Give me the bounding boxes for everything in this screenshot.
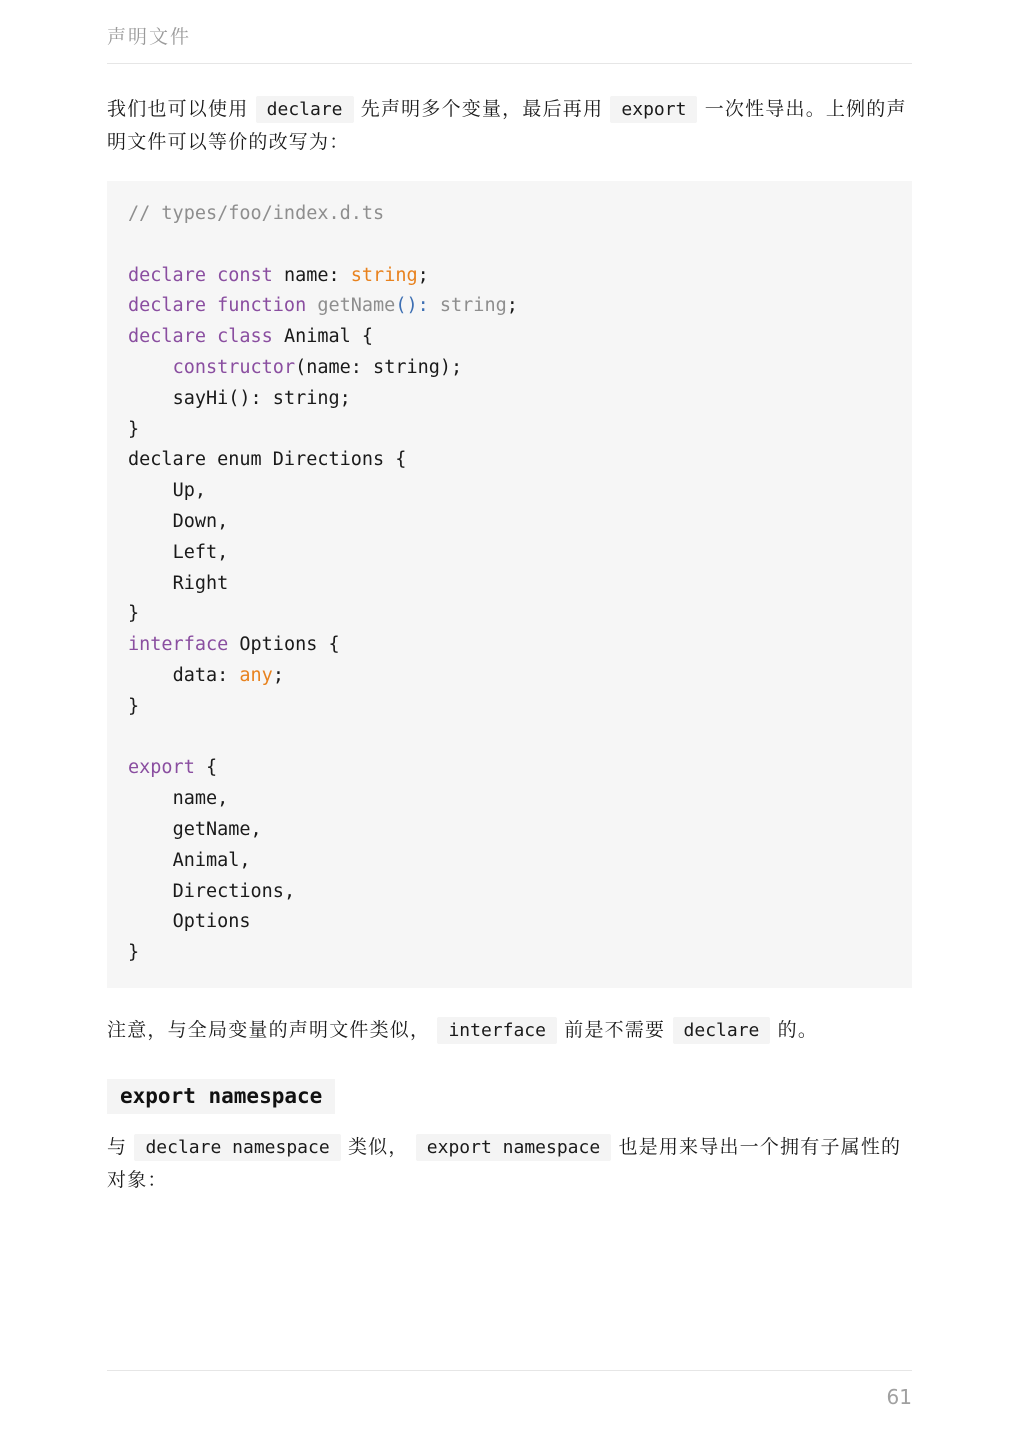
- code-text: Left,: [172, 541, 229, 563]
- code-text: Options {: [228, 634, 340, 656]
- code-text: (name: string);: [295, 356, 463, 378]
- code-text: sayHi(): string;: [172, 387, 351, 409]
- code-text: Right: [172, 572, 229, 594]
- code-text: }: [128, 603, 140, 625]
- code-text: {: [194, 757, 218, 779]
- code-params: ():: [395, 295, 429, 317]
- page-number: 61: [886, 1385, 912, 1409]
- code-keyword: constructor: [172, 356, 296, 378]
- code-text: name,: [172, 788, 229, 810]
- code-keyword: declare: [128, 295, 206, 317]
- inline-code-declare-namespace: declare namespace: [134, 1134, 340, 1161]
- code-keyword: declare: [128, 264, 206, 286]
- code-block: [107, 181, 912, 988]
- para1-text-2: 先声明多个变量，最后再用: [360, 98, 604, 120]
- code-return-type: string: [428, 295, 507, 317]
- para2-text-1: 注意，与全局变量的声明文件类似，: [107, 1019, 431, 1041]
- code-function-name: getName: [317, 295, 396, 317]
- para1-text-3: 一次性导出。上例的声明文件可以等价的改写为：: [107, 98, 907, 153]
- para2-text-3: 的。: [777, 1019, 819, 1041]
- code-keyword: class: [217, 326, 273, 348]
- inline-code-declare: declare: [673, 1017, 771, 1044]
- code-keyword: declare: [128, 326, 206, 348]
- header-title: 声明文件: [107, 26, 192, 48]
- para2-text-2: 前是不需要: [564, 1019, 666, 1041]
- inline-code-export: export: [610, 96, 697, 123]
- para3-text-2: 类似，: [347, 1136, 409, 1158]
- code-text: Up,: [172, 480, 206, 502]
- code-text: Down,: [172, 510, 229, 532]
- inline-code-export-namespace: export namespace: [416, 1134, 611, 1161]
- paragraph-declare-export: [107, 93, 912, 159]
- paragraph-export-namespace: [107, 1131, 912, 1197]
- inline-code-interface: interface: [437, 1017, 557, 1044]
- code-text: Animal {: [272, 326, 374, 348]
- code-content: [128, 199, 518, 969]
- code-type: any: [239, 664, 273, 686]
- inline-code-declare: declare: [256, 96, 354, 123]
- code-text: ;: [417, 264, 429, 286]
- code-text: name:: [283, 264, 351, 286]
- code-text: declare enum Directions {: [128, 449, 407, 471]
- code-text: ;: [272, 664, 284, 686]
- code-comment: // types/foo/index.d.ts: [128, 203, 385, 224]
- section-heading: export namespace: [107, 1079, 335, 1114]
- code-text: getName,: [172, 818, 262, 840]
- page-footer: [107, 1370, 912, 1409]
- para3-text-1: 与: [107, 1136, 128, 1158]
- document-page: [107, 0, 912, 1440]
- para1-text-1: 我们也可以使用: [107, 98, 249, 120]
- para3-text-3: 也是用来导出一个拥有子属性的对象：: [107, 1136, 902, 1191]
- code-keyword: export: [128, 757, 195, 779]
- code-text: }: [128, 418, 140, 440]
- code-keyword: interface: [128, 634, 229, 656]
- code-text: }: [128, 695, 140, 717]
- code-text: Options: [172, 911, 251, 933]
- running-header: [107, 22, 912, 64]
- code-keyword: const: [217, 264, 273, 286]
- code-text: data:: [172, 664, 240, 686]
- code-keyword: function: [217, 295, 307, 317]
- code-text: Directions,: [172, 880, 296, 902]
- code-text: }: [128, 942, 140, 964]
- paragraph-interface-note: [107, 1014, 912, 1047]
- code-type: string: [350, 264, 418, 286]
- code-text: ;: [506, 295, 518, 317]
- code-text: Animal,: [172, 849, 251, 871]
